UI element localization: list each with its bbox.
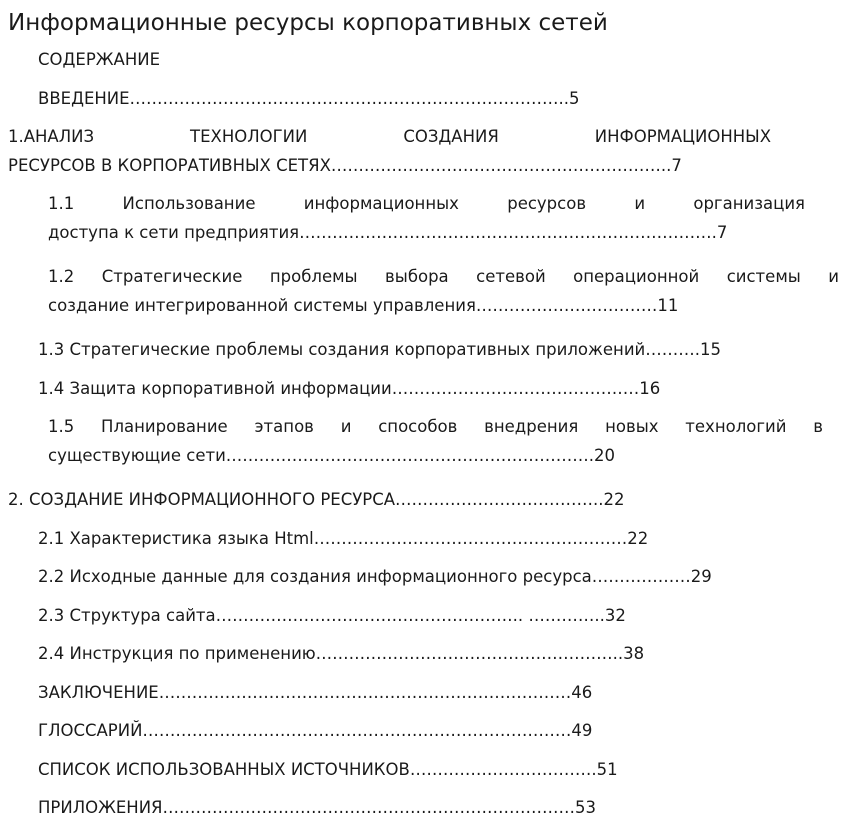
toc-entry-1-3: 1.3 Стратегические проблемы создания корпоративных приложений……….15 <box>38 340 722 359</box>
toc-entry-1-1-line-2: доступа к сети предприятия………………………………………………………………….7 <box>48 223 728 242</box>
page-title: Информационные ресурсы корпоративных сетей <box>8 10 608 36</box>
toc-entry-chapter-1-line-1: 1.АНАЛИЗ ТЕХНОЛОГИИ СОЗДАНИЯ ИНФОРМАЦИОННЫХ <box>8 127 771 146</box>
toc-entry-1-2-line-2: создание интегрированной системы управления……………………………11 <box>48 296 679 315</box>
toc-entry-2-4: 2.4 Инструкция по применению………………………………………………..38 <box>38 644 645 663</box>
toc-entry-references: СПИСОК ИСПОЛЬЗОВАННЫХ ИСТОЧНИКОВ…………………………….51 <box>38 760 618 779</box>
toc-entry-chapter-1-line-2: РЕСУРСОВ В КОРПОРАТИВНЫХ СЕТЯХ……………………………………………………..7 <box>8 156 682 175</box>
toc-entry-conclusion: ЗАКЛЮЧЕНИЕ…………………………………………………………………46 <box>38 683 593 702</box>
toc-entry-introduction: ВВЕДЕНИЕ……………………………………………………………………..5 <box>38 89 580 108</box>
toc-entry-1-5-line-2: существующие сети………………………………………………………….20 <box>48 446 616 465</box>
toc-entry-2-1: 2.1 Характеристика языка Html…………………………………………………22 <box>38 529 649 548</box>
toc-entry-2-2: 2.2 Исходные данные для создания информационного ресурса………………29 <box>38 567 712 586</box>
toc-entry-1-4: 1.4 Защита корпоративной информации………………………………………16 <box>38 379 661 398</box>
toc-entry-glossary: ГЛОССАРИЙ……………………………………………………………………49 <box>38 721 593 740</box>
toc-entry-1-5-line-1: 1.5 Планирование этапов и способов внедрения новых технологий в <box>48 417 823 436</box>
toc-entry-1-2-line-1: 1.2 Стратегические проблемы выбора сетевой операционной системы и <box>48 267 839 286</box>
toc-entry-chapter-2: 2. СОЗДАНИЕ ИНФОРМАЦИОННОГО РЕСУРСА………………………………..22 <box>8 490 625 509</box>
contents-heading: СОДЕРЖАНИЕ <box>38 50 161 69</box>
toc-entry-appendices: ПРИЛОЖЕНИЯ…………………………………………………………………53 <box>38 798 597 817</box>
toc-entry-2-3: 2.3 Структура сайта……………………………………………….. …………..32 <box>38 606 626 625</box>
toc-entry-1-1-line-1: 1.1 Использование информационных ресурсов и организация <box>48 194 805 213</box>
